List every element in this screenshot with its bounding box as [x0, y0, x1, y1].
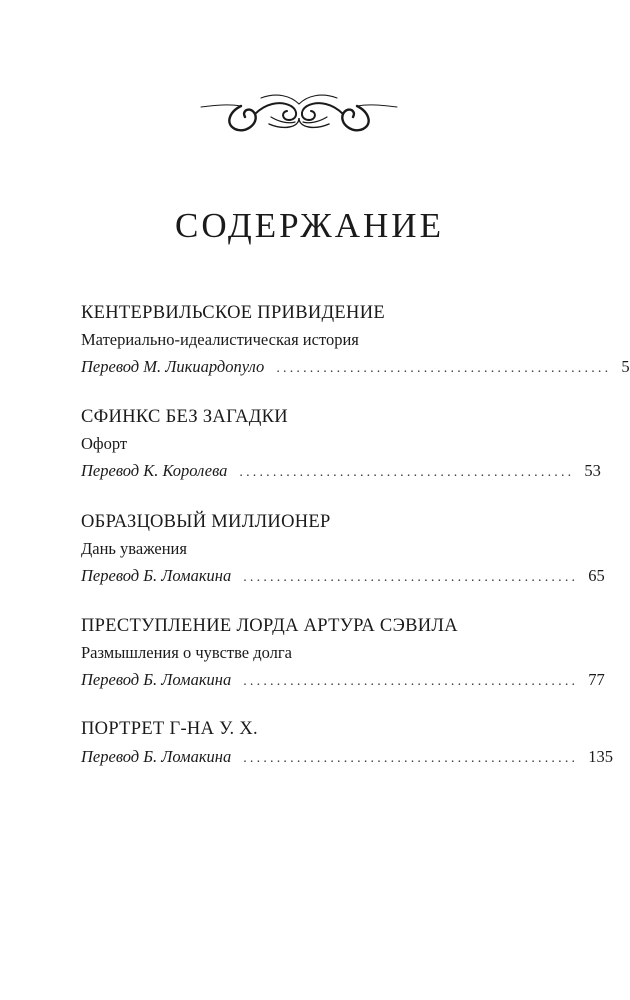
entry-subtitle: Офорт: [81, 434, 128, 453]
dot-leader: ..................................................: [243, 570, 579, 585]
entry-line: [81, 743, 613, 772]
dot-leader: ..................................................: [239, 465, 575, 480]
page-title: СОДЕРЖАНИЕ: [175, 206, 444, 245]
entry-translator: Перевод Б. Ломакина: [81, 747, 232, 766]
entry-page-number: 135: [588, 747, 613, 766]
entry-page-number: 65: [588, 566, 605, 585]
entry-subtitle: Материально-идеалистическая история: [81, 330, 359, 349]
entry-page-number: 77: [588, 670, 605, 689]
entry-translator: Перевод М. Ликиардопуло: [81, 357, 265, 376]
toc-entry-canterville[interactable]: [81, 300, 630, 382]
decorative-flourish-icon: [199, 84, 399, 140]
entry-title: ПРЕСТУПЛЕНИЕ ЛОРДА АРТУРА СЭВИЛА: [81, 616, 458, 636]
toc-entry-portrait[interactable]: [81, 716, 613, 772]
entry-title: ОБРАЗЦОВЫЙ МИЛЛИОНЕР: [81, 512, 331, 532]
entry-line: [81, 562, 605, 591]
dot-leader: ..................................................: [243, 751, 579, 766]
entry-title: СФИНКС БЕЗ ЗАГАДКИ: [81, 407, 288, 427]
dot-leader: ..................................................: [243, 674, 579, 689]
dot-leader: ..................................................: [276, 361, 612, 376]
entry-subtitle: Дань уважения: [81, 539, 187, 558]
entry-title: ПОРТРЕТ Г-НА У. Х.: [81, 719, 258, 739]
toc-entry-millionaire[interactable]: [81, 509, 605, 591]
entry-line: [81, 457, 601, 486]
entry-translator: Перевод Б. Ломакина: [81, 566, 232, 585]
toc-entry-lord-arthur[interactable]: [81, 613, 605, 695]
entry-translator: Перевод К. Королева: [81, 461, 228, 480]
entry-title: КЕНТЕРВИЛЬСКОЕ ПРИВИДЕНИЕ: [81, 303, 385, 323]
entry-line: [81, 666, 605, 695]
toc-entry-sphinx[interactable]: [81, 404, 601, 486]
entry-page-number: 53: [584, 461, 601, 480]
entry-translator: Перевод Б. Ломакина: [81, 670, 232, 689]
entry-line: [81, 353, 630, 382]
entry-subtitle: Размышления о чувстве долга: [81, 643, 292, 662]
entry-page-number: 5: [621, 357, 630, 376]
